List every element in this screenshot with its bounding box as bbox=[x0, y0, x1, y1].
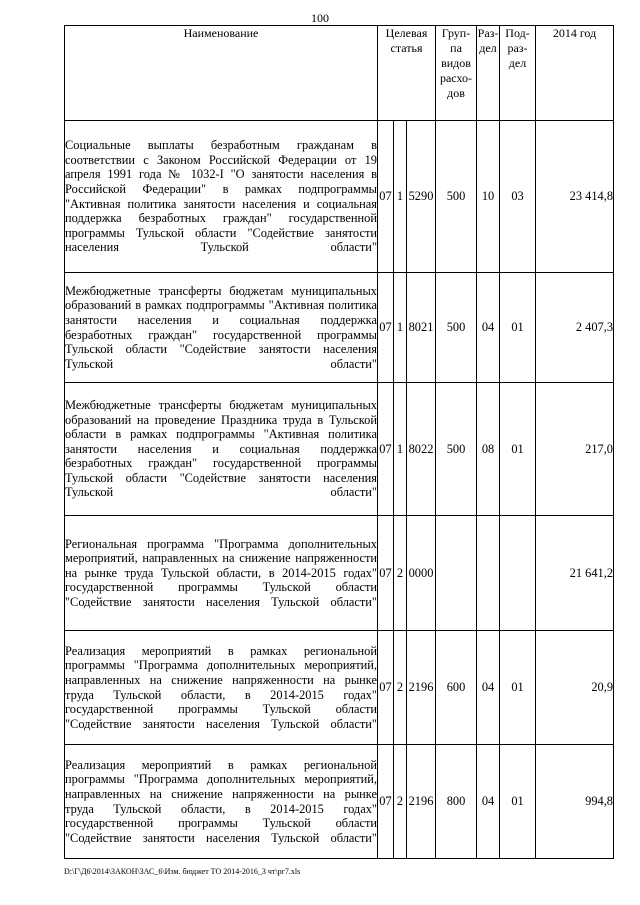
row-article-code-3: 8022 bbox=[407, 383, 436, 516]
row-article-code-2: 2 bbox=[394, 631, 407, 745]
row-article-code-2: 1 bbox=[394, 273, 407, 383]
row-article-code-3: 8021 bbox=[407, 273, 436, 383]
table-row bbox=[65, 516, 614, 631]
header-subsection: Под-раз-дел bbox=[500, 26, 536, 121]
row-expense-group: 600 bbox=[436, 631, 477, 745]
row-amount-2014: 23 414,8 bbox=[536, 121, 614, 273]
footer-file-path: D:\Г\Д6\2014\ЗАКОН\ЗАС_6\Изм. бюджет ТО 2014-2016_3 чт\рг7.xls bbox=[64, 867, 301, 876]
row-expense-group: 500 bbox=[436, 121, 477, 273]
row-amount-2014: 994,8 bbox=[536, 745, 614, 859]
row-article-code-1: 07 bbox=[378, 383, 394, 516]
row-name: Социальные выплаты безработным гражданам в соответствии с Законом Российской Федерации от 19 апреля 1991 года № 1032-I "О занятости населения в Российской Федерации" в рамках подпрограммы "Активная политика занятости населения и социальная поддержка безработных граждан" государственной программы Тульской области "Содействие занятости населения Тульской области" bbox=[65, 121, 378, 273]
row-section: 04 bbox=[477, 273, 500, 383]
row-article-code-3: 2196 bbox=[407, 745, 436, 859]
row-section: 10 bbox=[477, 121, 500, 273]
row-name: Реализация мероприятий в рамках региональной программы "Программа дополнительных мероприятий, направленных на снижение напряженности на рынке труда Тульской области, в 2014-2015 годах" государственной программы Тульской области "Содействие занятости населения Тульской области" bbox=[65, 631, 378, 745]
table-row bbox=[65, 631, 614, 745]
row-subsection bbox=[500, 516, 536, 631]
row-name: Реализация мероприятий в рамках региональной программы "Программа дополнительных мероприятий, направленных на снижение напряженности на рынке труда Тульской области, в 2014-2015 годах" государственной программы Тульской области "Содействие занятости населения Тульской области" bbox=[65, 745, 378, 859]
row-subsection: 01 bbox=[500, 383, 536, 516]
row-expense-group bbox=[436, 516, 477, 631]
table-row bbox=[65, 121, 614, 273]
row-section: 04 bbox=[477, 745, 500, 859]
row-section: 04 bbox=[477, 631, 500, 745]
row-subsection: 03 bbox=[500, 121, 536, 273]
row-article-code-2: 1 bbox=[394, 383, 407, 516]
row-amount-2014: 2 407,3 bbox=[536, 273, 614, 383]
header-name: Наименование bbox=[65, 26, 378, 121]
header-expense-group: Груп-па видов расхо-дов bbox=[436, 26, 477, 121]
header-target-article: Целевая статья bbox=[378, 26, 436, 121]
row-expense-group: 500 bbox=[436, 383, 477, 516]
header-year-2014: 2014 год bbox=[536, 26, 614, 121]
row-amount-2014: 21 641,2 bbox=[536, 516, 614, 631]
row-name: Межбюджетные трансферты бюджетам муниципальных образований на проведение Праздника труда в Тульской области в рамках подпрограммы "Активная политика занятости населения и социальная поддержка безработных граждан" государственной программы Тульской области "Содействие занятости населения Тульской области" bbox=[65, 383, 378, 516]
table-row bbox=[65, 383, 614, 516]
table-header-row bbox=[65, 26, 614, 121]
row-amount-2014: 217,0 bbox=[536, 383, 614, 516]
table-row bbox=[65, 273, 614, 383]
row-article-code-1: 07 bbox=[378, 273, 394, 383]
row-article-code-2: 2 bbox=[394, 516, 407, 631]
row-article-code-1: 07 bbox=[378, 121, 394, 273]
row-subsection: 01 bbox=[500, 273, 536, 383]
page-number: 100 bbox=[311, 11, 329, 25]
header-section: Раз-дел bbox=[477, 26, 500, 121]
budget-table bbox=[64, 25, 614, 859]
row-article-code-1: 07 bbox=[378, 631, 394, 745]
row-article-code-3: 0000 bbox=[407, 516, 436, 631]
row-article-code-3: 5290 bbox=[407, 121, 436, 273]
row-subsection: 01 bbox=[500, 745, 536, 859]
row-subsection: 01 bbox=[500, 631, 536, 745]
table-row bbox=[65, 745, 614, 859]
row-section: 08 bbox=[477, 383, 500, 516]
row-name: Межбюджетные трансферты бюджетам муниципальных образований в рамках подпрограммы "Активная политика занятости населения и социальная поддержка безработных граждан" государственной программы Тульской области "Содействие занятости населения Тульской области" bbox=[65, 273, 378, 383]
row-expense-group: 800 bbox=[436, 745, 477, 859]
row-article-code-2: 1 bbox=[394, 121, 407, 273]
row-name: Региональная программа "Программа дополнительных мероприятий, направленных на снижение напряженности на рынке труда Тульской области, в 2014-2015 годах" государственной программы Тульской области "Содействие занятости населения Тульской области" bbox=[65, 516, 378, 631]
row-amount-2014: 20,9 bbox=[536, 631, 614, 745]
row-article-code-1: 07 bbox=[378, 516, 394, 631]
row-article-code-2: 2 bbox=[394, 745, 407, 859]
row-article-code-1: 07 bbox=[378, 745, 394, 859]
row-section bbox=[477, 516, 500, 631]
row-article-code-3: 2196 bbox=[407, 631, 436, 745]
row-expense-group: 500 bbox=[436, 273, 477, 383]
